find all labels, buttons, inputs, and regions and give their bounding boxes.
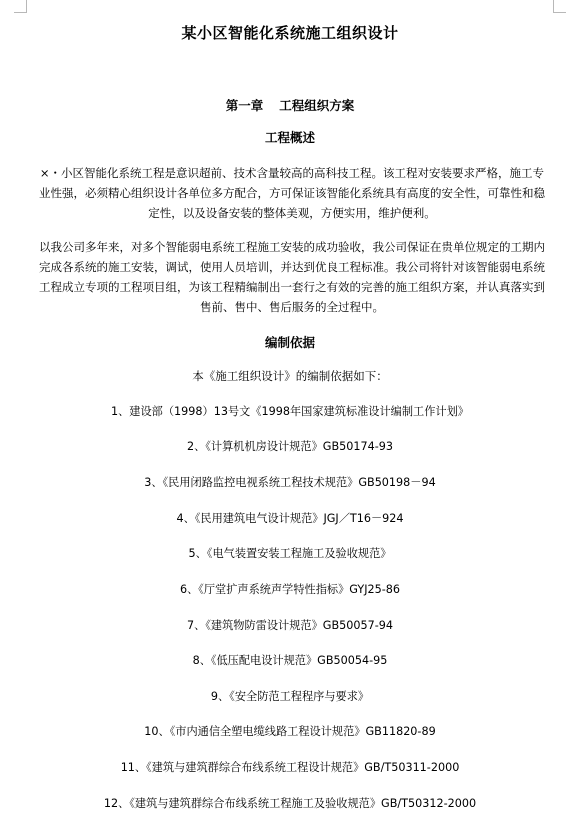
overview-paragraph: 以我公司多年来，对多个智能弱电系统工程施工安装的成功验收，我公司保证在贵单位规定的工期内完成各系统的施工安装，调试，使用人员培训，并达到优良工程标准。我公司将针对该智能弱电系统工程成立专项的工程项目组，为该工程精编制出一套行之有效的完善的施工组织方案，并认真落实到售前、售中、售后服务的全过程中。: [39, 240, 545, 314]
reference-item: 4、《民用建筑电气设计规范》JGJ／T16－924: [176, 512, 404, 525]
chapter-title: 工程组织方案: [279, 98, 355, 113]
reference-item: 12、《建筑与建筑群综合布线系统工程施工及验收规范》GB/T50312-2000: [103, 797, 477, 810]
basis-intro: 本《施工组织设计》的编制依据如下：: [192, 369, 388, 383]
chapter-number: 第一章: [225, 98, 264, 113]
overview-heading: 工程概述: [264, 130, 315, 145]
chapter-heading: [0, 96, 580, 114]
reference-item: 6、《厅堂扩声系统声学特性指标》GYJ25-86: [179, 583, 401, 596]
basis-heading: 编制依据: [264, 335, 315, 350]
document-title: 某小区智能化系统施工组织设计: [181, 24, 399, 42]
reference-item: 3、《民用闭路监控电视系统工程技术规范》GB50198－94: [144, 476, 436, 489]
reference-item: 7、《建筑物防雷设计规范》GB50057-94: [187, 619, 393, 632]
reference-item: 9、《安全防范工程程序与要求》: [210, 690, 370, 703]
page-corner-mark-left: [14, 0, 27, 13]
reference-item: 11、《建筑与建筑群综合布线系统工程设计规范》GB/T50311-2000: [120, 761, 460, 774]
overview-paragraph: ×・小区智能化系统工程是意识超前、技术含量较高的高科技工程。该工程对安装要求严格，施工专业性强，必须精心组织设计各单位多方配合，方可保证该智能化系统具有高度的安全性，可靠性和稳定性，以及设备安装的整体美观，方便实用，维护便利。: [39, 166, 545, 220]
reference-item: 10、《市内通信全塑电缆线路工程设计规范》GB11820-89: [144, 725, 436, 738]
reference-item: 1、建设部（1998）13号文《1998年国家建筑标准设计编制工作计划》: [111, 405, 469, 418]
page-corner-mark-right: [553, 0, 566, 13]
reference-item: 5、《电气装置安装工程施工及验收规范》: [188, 547, 392, 560]
reference-item: 8、《低压配电设计规范》GB50054-95: [192, 654, 388, 667]
reference-item: 2、《计算机机房设计规范》GB50174-93: [187, 440, 393, 453]
